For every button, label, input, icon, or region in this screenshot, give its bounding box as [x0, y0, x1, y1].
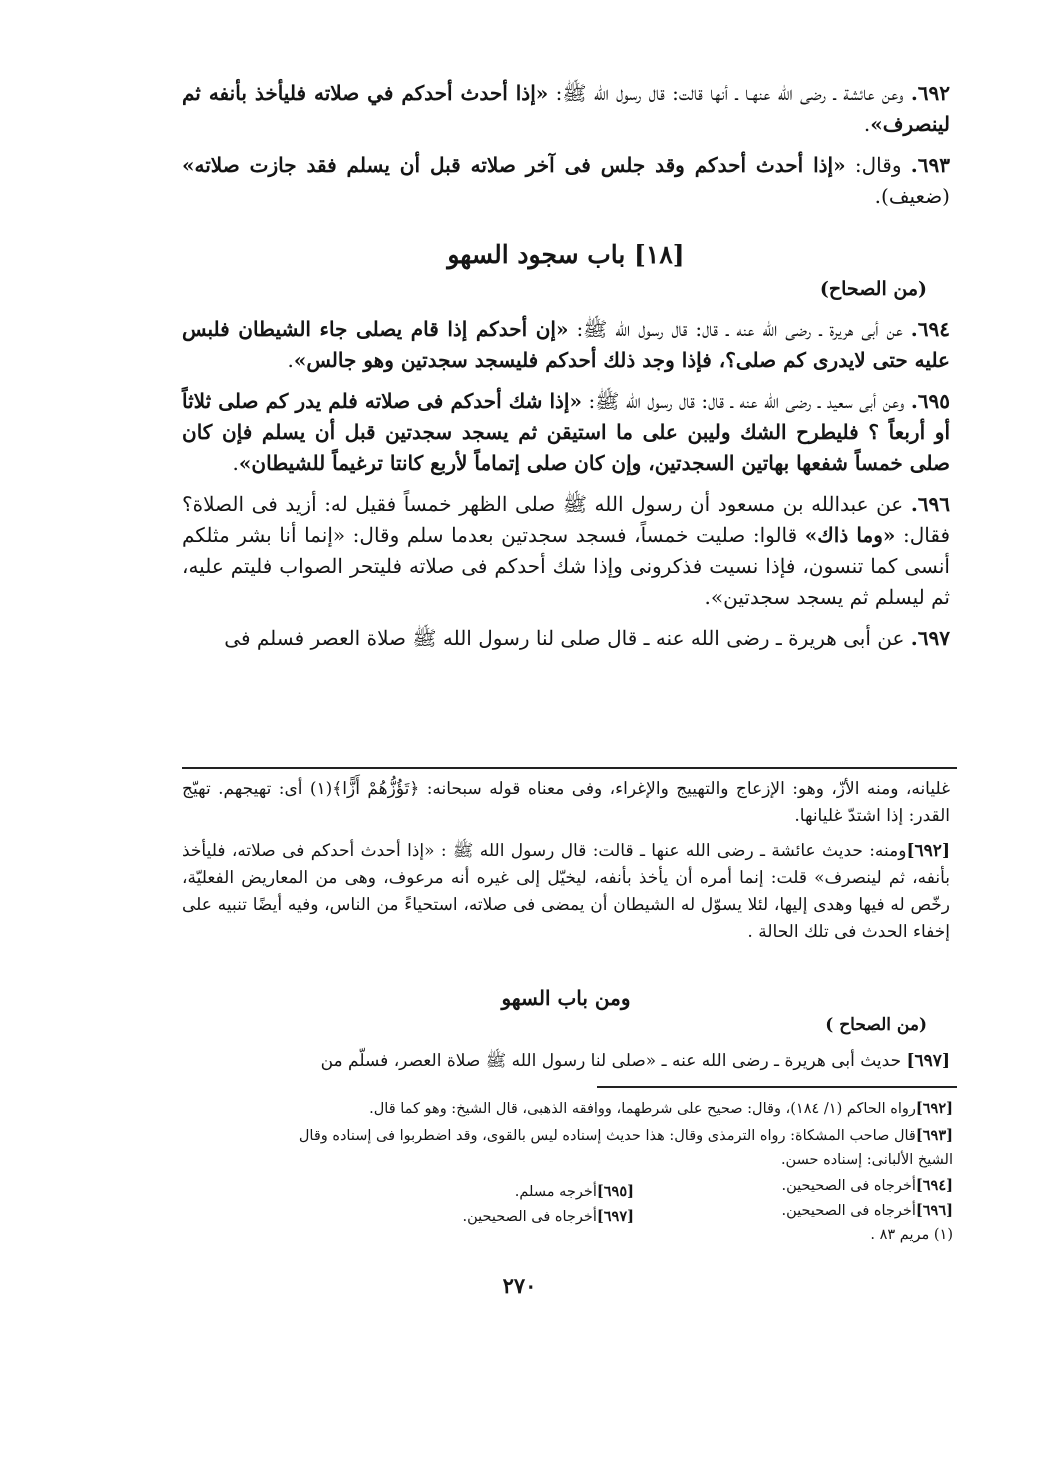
footnote-ref: [٦٩٦]	[915, 1202, 953, 1219]
hadith-intro: وعن أبى سعيد ـ رضى الله عنه ـ قال: قال رسول الله ﷺ:	[581, 389, 905, 413]
footnote-695	[515, 1180, 634, 1204]
commentary-line: غليانه، ومنه الأزّ، وهو: الإزعاج والتهييج والإغراء، وفى معناه قوله سبحانه: ﴿تَؤُزُّهُمْ أَزًّا﴾(١) أى: تهيجهم. تهيّج القدر: إذا اشتدّ غليانها.	[182, 779, 951, 826]
footnote-text: أخرجاه فى الصحيحين.	[781, 1178, 916, 1194]
hadith-694	[182, 314, 950, 376]
hadith-intro: عن أبى هريرة ـ رضى الله عنه ـ قال: قال رسول الله ﷺ:	[568, 317, 903, 341]
hadith-number: ٦٩٧.	[910, 626, 950, 650]
hadith-intro: عن عبدالله بن مسعود أن رسول الله ﷺ صلى الظهر خمساً فقيل له: أزيد فى الصلاة؟ فقال:	[182, 492, 950, 547]
footnote-694	[782, 1174, 953, 1198]
hadith-intro: وعن عائشة ـ رضى الله عنهـا ـ أنها قالت: قال رسول الله ﷺ:	[548, 81, 904, 105]
page-number: ٢٧٠	[502, 1273, 537, 1298]
hadith-695	[182, 386, 950, 479]
hadith-intro: عن أبى هريرة ـ رضى الله عنه ـ قال صلى لنا رسول الله ﷺ صلاة العصر فسلم فى	[224, 626, 905, 650]
hadith-block-main	[182, 314, 950, 654]
hadith-number: ٦٩٥.	[910, 389, 951, 413]
commentary-697	[182, 1048, 950, 1075]
hadith-intro: وقال:	[845, 153, 902, 177]
commentary-692	[182, 838, 950, 946]
hadith-tail: .	[863, 112, 871, 136]
hadith-number: ٦٩٦.	[910, 492, 951, 516]
commentary-divider	[182, 767, 957, 769]
footnote-ref: [٦٩٤]	[915, 1177, 953, 1194]
footnote-text: أخرجاه فى الصحيحين.	[462, 1209, 597, 1225]
footnote-693-continued: الشيخ الألبانى: إسناده حسن.	[780, 1152, 953, 1168]
footnote-1: (١) مريم ٨٣ .	[870, 1227, 953, 1243]
hadith-number: ٦٩٢.	[910, 81, 951, 105]
footnote-text: أخرجه مسلم.	[514, 1184, 597, 1200]
footnote-693	[299, 1124, 953, 1148]
footnote-ref: [٦٩٧]	[596, 1208, 634, 1225]
footnote-text: رواه الحاكم (١/ ١٨٤)، وقال: صحيح على شرطهما، ووافقه الذهبى، قال الشيخ: وهو كما قال.	[369, 1101, 916, 1117]
footnote-text: أخرجاه فى الصحيحين.	[781, 1203, 916, 1219]
commentary-text: ومنه: حديث عائشة ـ رضى الله عنها ـ قالت: قال رسول الله ﷺ : «إذا أحدث أحدكم فى صلاته، فليأخذ بأنفه، ثم لينصرف» قلت: إنما أمره أن يأخذ بأنفه، ليخيّل إلى غيره أنه مرعوف، وهى من المعاريض الفعليّة، رخّص له فيها وهدى إليها، لئلا يسوّل له الشيطان أن يمضى فى صلاته، استحياءً من الناس، وفيه أيضًا تنبيه على إخفاء الحدث فى تلك الحالة .	[182, 841, 950, 942]
hadith-quote: «إذا أحدث أحدكم في صلاته فليأخذ بأنفه ثم لينصرف»	[182, 81, 950, 136]
hadith-tail: (ضعيف).	[874, 184, 950, 208]
section-label: (من الصحاح)	[819, 278, 927, 300]
hadith-quote: «وما ذاك»	[804, 523, 896, 547]
commentary-section-label: (من الصحاح )	[825, 1015, 927, 1035]
footnote-ref: [٦٩٢]	[915, 1100, 953, 1117]
commentary-697-block	[182, 1048, 950, 1075]
chapter-title: [١٨] باب سجود السهو	[447, 240, 685, 269]
hadith-block-top	[182, 78, 950, 212]
footnote-696	[782, 1199, 953, 1223]
hadith-quote: «إذا أحدث أحدكم وقد جلس فى آخر صلاته قبل أن يسلم فقد جازت صلاته»	[182, 153, 846, 177]
hadith-696	[182, 489, 950, 613]
hadith-693	[182, 150, 950, 212]
hadith-692	[182, 78, 950, 140]
hadith-number: ٦٩٤.	[910, 317, 950, 341]
hadith-tail: .	[287, 348, 294, 372]
commentary-text: حديث أبى هريرة ـ رضى الله عنه ـ «صلى لنا رسول الله ﷺ صلاة العصر، فسلّم من	[320, 1051, 902, 1071]
commentary-section-title: ومن باب السهو	[501, 986, 631, 1010]
footnote-ref: [٦٩٥]	[596, 1183, 634, 1200]
hadith-tail: .	[232, 451, 239, 475]
commentary-block	[182, 776, 950, 946]
footnote-692	[369, 1097, 953, 1121]
hadith-number: ٦٩٣.	[910, 153, 950, 177]
commentary-ref: [٦٩٢]	[906, 841, 950, 861]
footnote-text: قال صاحب المشكاة: رواه الترمذى وقال: هذا حديث إسناده ليس بالقوى، وقد اضطربوا فى إسناده وقال	[298, 1128, 916, 1144]
footnote-ref: [٦٩٣]	[915, 1127, 953, 1144]
hadith-tail: قالوا: صليت خمساً، فسجد سجدتين بعدما سلم وقال: «إنما أنا بشر مثلكم أنسى كما تنسون، فإذا نسيت فذكرونى وإذا شك أحدكم فى صلاته فليتحر الصواب فليتم عليه، ثم ليسلم ثم يسجد سجدتين».	[182, 523, 950, 609]
footnote-divider	[597, 1086, 957, 1088]
footnote-697	[463, 1205, 634, 1229]
commentary-ref: [٦٩٧]	[906, 1051, 950, 1071]
hadith-quote: «إن أحدكم إذا قام يصلى جاء الشيطان فلبس عليه حتى لايدرى كم صلى؟، فإذا وجد ذلك أحدكم فليسجد سجدتين وهو جالس»	[182, 317, 950, 372]
hadith-quote: «إذا شك أحدكم فى صلاته فلم يدر كم صلى ثلاثاً أو أربعاً ؟ فليطرح الشك وليبن على ما استيقن ثم يسجد سجدتين قبل أن يسلم فإن كان صلى خمساً شفعها بهاتين السجدتين، وإن كان صلى إتماماً لأربع كانتا ترغيماً للشيطان»	[182, 389, 950, 475]
hadith-697	[182, 623, 950, 654]
